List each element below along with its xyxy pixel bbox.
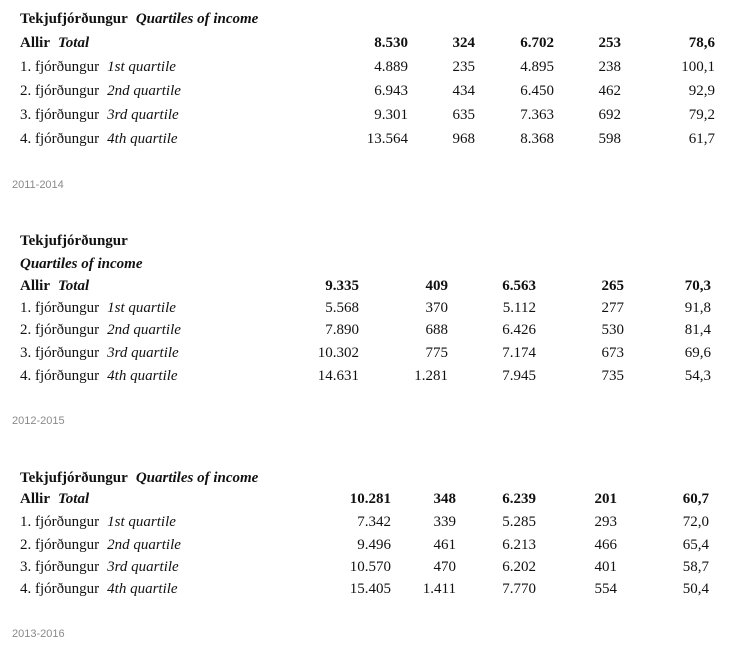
cell: 54,3 (684, 368, 711, 384)
cell: 6.239 (502, 491, 536, 507)
row-label: 1. fjórðungur 1st quartile (20, 514, 176, 530)
cell: 324 (452, 35, 475, 51)
cell: 735 (601, 368, 624, 384)
cell: 265 (601, 278, 624, 294)
cell: 4.889 (374, 59, 408, 75)
period-caption: 2013-2016 (12, 628, 65, 640)
cell: 6.450 (520, 83, 554, 99)
cell: 348 (433, 491, 456, 507)
table-heading (20, 467, 258, 489)
cell: 968 (452, 131, 475, 147)
table-row (0, 511, 731, 533)
cell: 65,4 (682, 537, 709, 553)
cell: 7.174 (502, 345, 536, 361)
cell: 5.568 (325, 300, 359, 316)
cell: 201 (594, 491, 617, 507)
cell: 462 (598, 83, 621, 99)
table-row (0, 556, 731, 578)
cell: 100,1 (681, 59, 715, 75)
cell: 673 (601, 345, 624, 361)
table-row (0, 488, 731, 510)
cell: 401 (594, 559, 617, 575)
cell: 15.405 (349, 581, 391, 597)
heading-icelandic: Tekjufjórðungur (20, 233, 128, 249)
cell: 60,7 (682, 491, 709, 507)
table-heading (20, 8, 258, 30)
cell: 6.702 (520, 35, 554, 51)
row-label: Allir Total (20, 491, 90, 507)
cell: 530 (601, 322, 624, 338)
cell: 635 (452, 107, 475, 123)
cell: 8.530 (374, 35, 408, 51)
cell: 253 (598, 35, 621, 51)
heading-english: Quartiles of income (135, 11, 259, 27)
table-row (0, 297, 731, 319)
cell: 8.368 (520, 131, 554, 147)
cell: 50,4 (682, 581, 709, 597)
row-label: 2. fjórðungur 2nd quartile (20, 537, 181, 553)
cell: 692 (598, 107, 621, 123)
cell: 81,4 (684, 322, 711, 338)
row-label: 3. fjórðungur 3rd quartile (20, 107, 179, 123)
row-label: 4. fjórðungur 4th quartile (20, 581, 178, 597)
cell: 235 (452, 59, 475, 75)
cell: 6.202 (502, 559, 536, 575)
cell: 9.335 (325, 278, 359, 294)
cell: 554 (594, 581, 617, 597)
cell: 238 (598, 59, 621, 75)
cell: 470 (433, 559, 456, 575)
cell: 688 (425, 322, 448, 338)
cell: 7.363 (520, 107, 554, 123)
cell: 5.112 (502, 300, 536, 316)
cell: 10.302 (317, 345, 359, 361)
cell: 10.281 (349, 491, 391, 507)
table-row (0, 56, 731, 78)
cell: 339 (433, 514, 456, 530)
cell: 775 (425, 345, 448, 361)
cell: 92,9 (688, 83, 715, 99)
cell: 7.945 (502, 368, 536, 384)
cell: 9.301 (374, 107, 408, 123)
row-label: Allir Total (20, 278, 90, 294)
cell: 466 (594, 537, 617, 553)
period-caption: 2011-2014 (12, 179, 64, 191)
row-label: 2. fjórðungur 2nd quartile (20, 83, 181, 99)
cell: 70,3 (684, 278, 711, 294)
heading-icelandic: Tekjufjórðungur (20, 11, 128, 27)
cell: 370 (425, 300, 448, 316)
table-row (0, 80, 731, 102)
cell: 7.770 (502, 581, 536, 597)
cell: 72,0 (682, 514, 709, 530)
cell: 58,7 (682, 559, 709, 575)
row-label: 3. fjórðungur 3rd quartile (20, 559, 179, 575)
table-row (0, 32, 731, 54)
heading-english: Quartiles of income (20, 256, 143, 272)
period-caption: 2012-2015 (12, 415, 65, 427)
heading-english: Quartiles of income (135, 470, 259, 486)
cell: 1.411 (422, 581, 456, 597)
cell: 1.281 (414, 368, 448, 384)
row-label: 4. fjórðungur 4th quartile (20, 368, 178, 384)
cell: 91,8 (684, 300, 711, 316)
heading-icelandic: Tekjufjórðungur (20, 470, 128, 486)
cell: 10.570 (349, 559, 391, 575)
row-label: 2. fjórðungur 2nd quartile (20, 322, 181, 338)
cell: 7.342 (357, 514, 391, 530)
table-row (0, 104, 731, 126)
cell: 6.426 (502, 322, 536, 338)
row-label: 1. fjórðungur 1st quartile (20, 300, 176, 316)
table-row (0, 128, 731, 150)
cell: 293 (594, 514, 617, 530)
cell: 4.895 (520, 59, 554, 75)
cell: 461 (433, 537, 456, 553)
table-row (0, 365, 731, 387)
table-row (0, 275, 731, 297)
table-row (0, 319, 731, 341)
cell: 7.890 (325, 322, 359, 338)
cell: 277 (601, 300, 624, 316)
cell: 14.631 (317, 368, 359, 384)
cell: 79,2 (688, 107, 715, 123)
row-label: 3. fjórðungur 3rd quartile (20, 345, 179, 361)
cell: 69,6 (684, 345, 711, 361)
cell: 9.496 (357, 537, 391, 553)
table-row (0, 534, 731, 556)
row-label: 1. fjórðungur 1st quartile (20, 59, 176, 75)
cell: 13.564 (366, 131, 408, 147)
cell: 409 (425, 278, 448, 294)
cell: 61,7 (688, 131, 715, 147)
row-label: 4. fjórðungur 4th quartile (20, 131, 178, 147)
table-row (0, 342, 731, 364)
cell: 6.563 (502, 278, 536, 294)
cell: 6.213 (502, 537, 536, 553)
cell: 78,6 (688, 35, 715, 51)
cell: 6.943 (374, 83, 408, 99)
cell: 598 (598, 131, 621, 147)
cell: 5.285 (502, 514, 536, 530)
table-row (0, 578, 731, 600)
row-label: Allir Total (20, 35, 90, 51)
cell: 434 (452, 83, 475, 99)
